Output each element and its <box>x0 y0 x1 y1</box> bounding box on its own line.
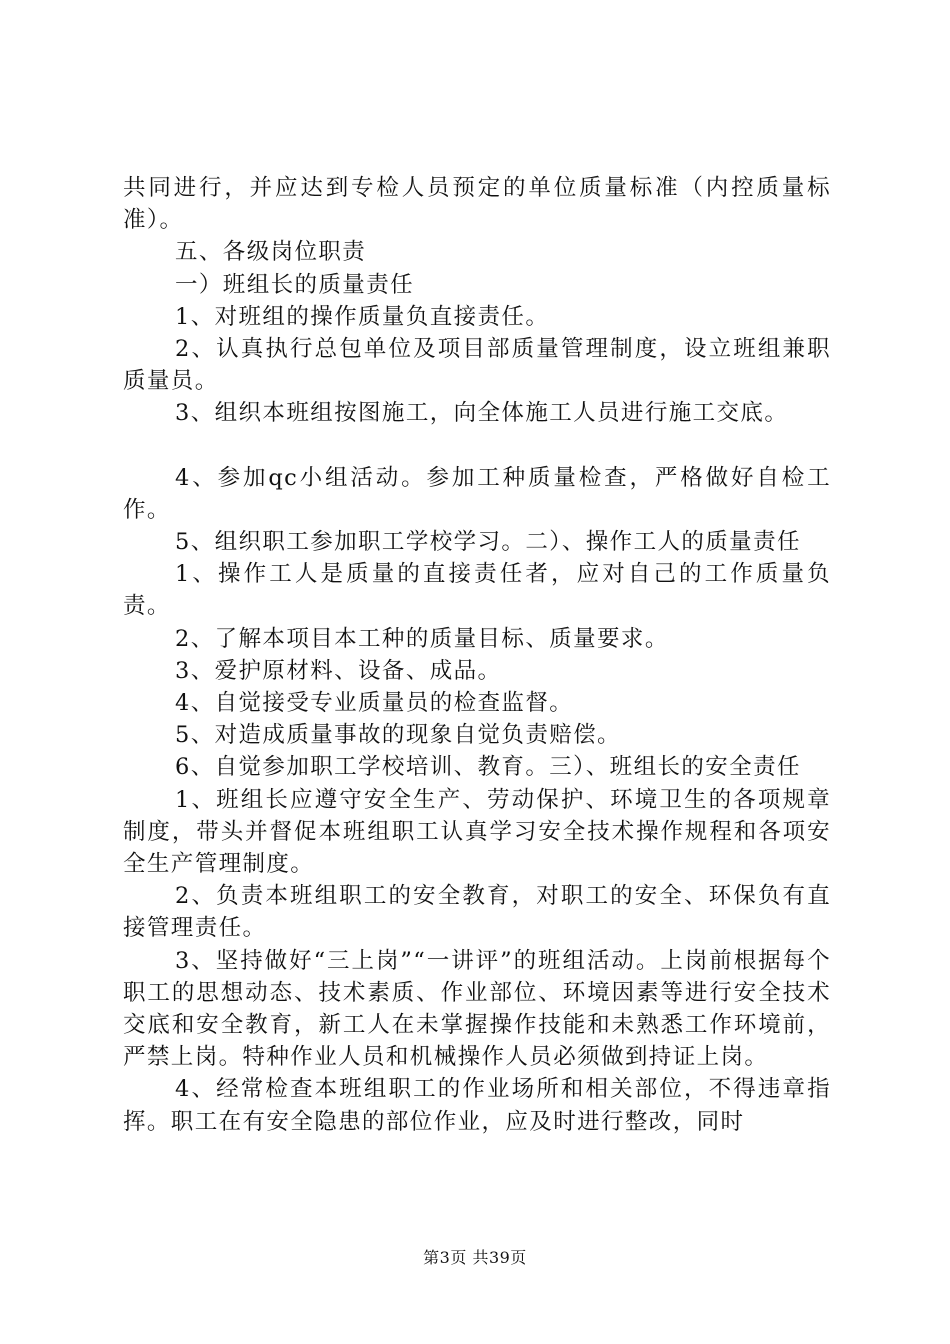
paragraph: 3、坚持做好“三上岗”“一讲评”的班组活动。上岗前根据每个职工的思想动态、技术素质、作业部位、环境因素等进行安全技术交底和安全教育，新工人在未掌握操作技能和未熟悉工作环境前，严禁上岗。特种作业人员和机械操作人员必须做到持证上岗。 <box>123 947 831 1071</box>
paragraph: 2、负责本班组职工的安全教育，对职工的安全、环保负有直接管理责任。 <box>123 883 831 942</box>
paragraph: 4、参加qc小组活动。参加工种质量检查，严格做好自检工作。 <box>123 464 831 523</box>
section-heading: 五、各级岗位职责 <box>175 239 367 266</box>
paragraph: 1、对班组的操作质量负直接责任。 <box>175 303 550 330</box>
paragraph: 3、爱护原材料、设备、成品。 <box>175 657 502 684</box>
paragraph-continuation: 共同进行，并应达到专检人员预定的单位质量标准（内控质量标准）。 <box>123 175 831 234</box>
paragraph: 2、了解本项目本工种的质量目标、质量要求。 <box>175 625 669 652</box>
paragraph: 5、组织职工参加职工学校学习。二）、操作工人的质量责任 <box>175 529 801 556</box>
paragraph: 1、操作工人是质量的直接责任者，应对自己的工作质量负责。 <box>123 561 831 620</box>
subsection-heading: 一）班组长的质量责任 <box>175 271 415 298</box>
paragraph: 5、对造成质量事故的现象自觉负责赔偿。 <box>175 722 621 749</box>
paragraph: 4、自觉接受专业质量员的检查监督。 <box>175 690 574 717</box>
page-footer <box>0 1245 950 1268</box>
paragraph: 1、班组长应遵守安全生产、劳动保护、环境卫生的各项规章制度，带头并督促本班组职工认真学习安全技术操作规程和各项安全生产管理制度。 <box>123 786 831 878</box>
paragraph: 6、自觉参加职工学校培训、教育。三）、班组长的安全责任 <box>175 754 801 781</box>
paragraph: 2、认真执行总包单位及项目部质量管理制度，设立班组兼职质量员。 <box>123 336 831 395</box>
paragraph: 3、组织本班组按图施工，向全体施工人员进行施工交底。 <box>175 400 789 427</box>
document-body <box>123 172 831 1138</box>
page-number: 第3页 共39页 <box>423 1248 527 1267</box>
paragraph: 4、经常检查本班组职工的作业场所和相关部位，不得违章指挥。职工在有安全隐患的部位作业，应及时进行整改，同时 <box>123 1076 831 1135</box>
